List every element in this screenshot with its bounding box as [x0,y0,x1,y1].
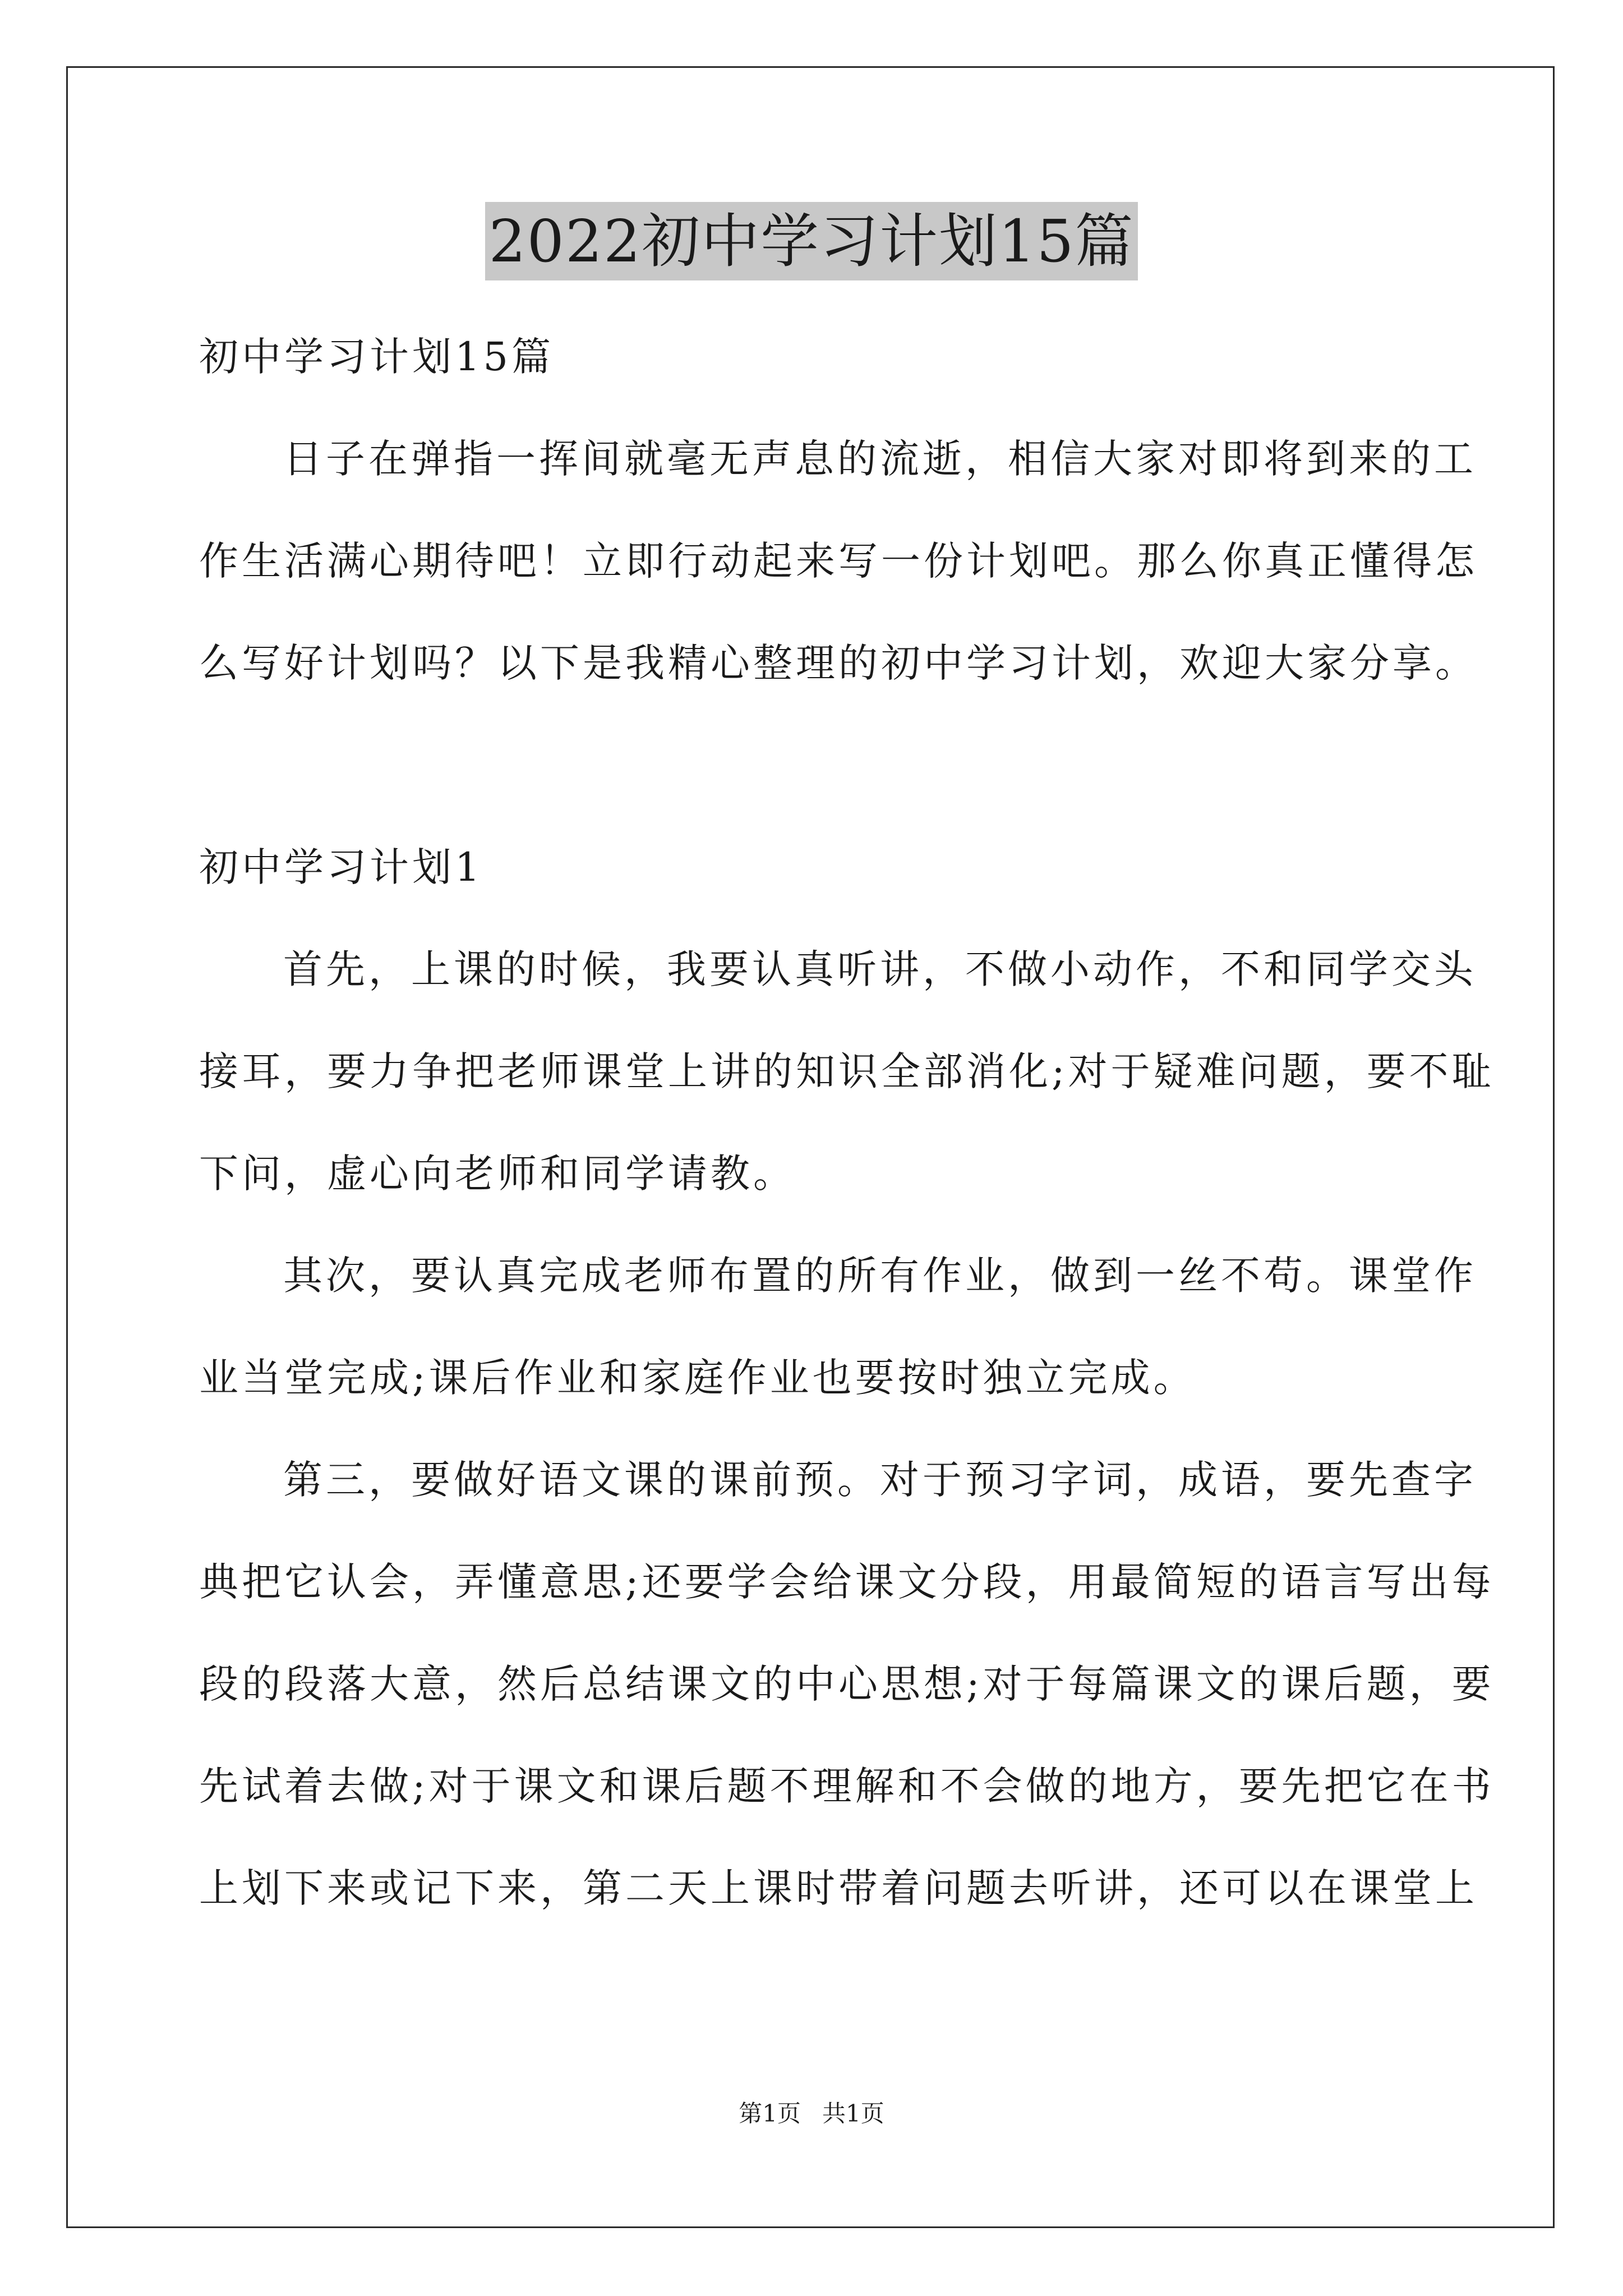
section-heading: 初中学习计划1 [199,844,483,890]
title-container [0,202,1623,280]
paragraph-line: 接耳，要力争把老师课堂上讲的知识全部消化;对于疑难问题，要不耻 [199,1048,1495,1094]
page-footer [0,2097,1623,2131]
page-number-current: 第1页 [739,2100,801,2127]
page-number-total: 共1页 [822,2100,884,2127]
paragraph-line: 上划下来或记下来，第二天上课时带着问题去听讲，还可以在课堂上 [199,1865,1478,1911]
document-title: 2022初中学习计划15篇 [485,202,1137,280]
subtitle: 初中学习计划15篇 [199,334,555,380]
paragraph-line: 先试着去做;对于课文和课后题不理解和不会做的地方，要先把它在书 [199,1763,1495,1809]
paragraph-line: 典把它认会，弄懂意思;还要学会给课文分段，用最简短的语言写出每 [199,1559,1495,1605]
intro-line: 日子在弹指一挥间就毫无声息的流逝，相信大家对即将到来的工 [283,436,1477,482]
intro-line: 作生活满心期待吧！立即行动起来写一份计划吧。那么你真正懂得怎 [199,538,1478,584]
intro-line: 么写好计划吗？以下是我精心整理的初中学习计划，欢迎大家分享。 [199,640,1478,686]
paragraph-line: 首先，上课的时候，我要认真听讲，不做小动作，不和同学交头 [283,946,1477,992]
paragraph-line: 第三，要做好语文课的课前预。对于预习字词，成语，要先查字 [283,1457,1477,1503]
paragraph-line: 下问，虚心向老师和同学请教。 [199,1151,796,1197]
paragraph-gap [199,714,1427,816]
paragraph-line: 段的段落大意，然后总结课文的中心思想;对于每篇课文的课后题，要 [199,1661,1495,1707]
paragraph-line: 业当堂完成;课后作业和家庭作业也要按时独立完成。 [199,1355,1196,1401]
paragraph-line: 其次，要认真完成老师布置的所有作业，做到一丝不苟。课堂作 [283,1253,1477,1299]
document-body [199,306,1495,1939]
